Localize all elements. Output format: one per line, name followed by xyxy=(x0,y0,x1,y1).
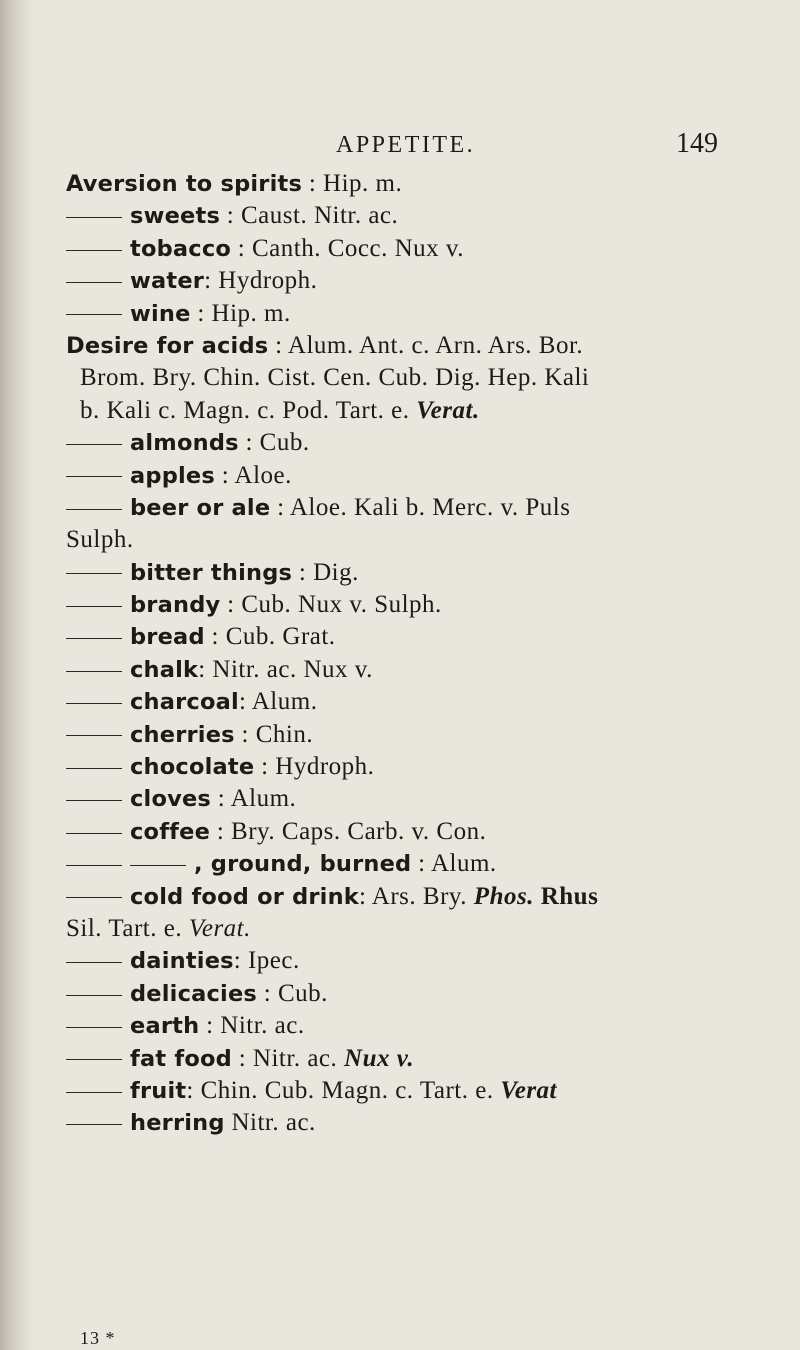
page-number: 149 xyxy=(676,128,718,159)
index-subentry: delicacies : Cub. xyxy=(66,978,766,1010)
index-subentry: fruit: Chin. Cub. Magn. c. Tart. e. Verat xyxy=(66,1075,766,1107)
index-subentry: dainties: Ipec. xyxy=(66,945,766,977)
index-subentry: water: Hydroph. xyxy=(66,265,766,297)
index-subentry: charcoal: Alum. xyxy=(66,686,766,718)
index-subentry: apples : Aloe. xyxy=(66,460,766,492)
index-subentry: cloves : Alum. xyxy=(66,783,766,815)
index-subentry: cold food or drink: Ars. Bry. Phos. Rhus xyxy=(66,881,766,913)
index-subentry: sweets : Caust. Nitr. ac. xyxy=(66,200,766,232)
index-subentry: fat food : Nitr. ac. Nux v. xyxy=(66,1043,766,1075)
index-subentry: coffee : Bry. Caps. Carb. v. Con. xyxy=(66,816,766,848)
index-entry: Desire for acids : Alum. Ant. c. Arn. Ars. Bor. xyxy=(66,331,584,359)
index-subentry: brandy : Cub. Nux v. Sulph. xyxy=(66,589,766,621)
index-continuation: Sil. Tart. e. Verat. xyxy=(66,914,251,942)
index-subentry: cherries : Chin. xyxy=(66,719,766,751)
index-entries xyxy=(66,168,766,1140)
index-continuation: b. Kali c. Magn. c. Pod. Tart. e. Verat. xyxy=(80,396,480,424)
index-subentry: earth : Nitr. ac. xyxy=(66,1010,766,1042)
index-subsubentry: , ground, burned : Alum. xyxy=(66,848,766,880)
index-continuation: Sulph. xyxy=(66,526,134,554)
running-title: APPETITE. xyxy=(336,132,476,158)
index-subentry: bitter things : Dig. xyxy=(66,557,766,589)
index-subentry: herring Nitr. ac. xyxy=(66,1107,766,1139)
index-subentry: beer or ale : Aloe. Kali b. Merc. v. Puls xyxy=(66,492,766,524)
index-subentry: chocolate : Hydroph. xyxy=(66,751,766,783)
index-subentry: wine : Hip. m. xyxy=(66,298,766,330)
index-entry: Aversion to spirits : Hip. m. xyxy=(66,170,403,197)
index-subentry: bread : Cub. Grat. xyxy=(66,621,766,653)
page-edge-shadow xyxy=(0,0,34,1350)
signature-mark: 13 * xyxy=(80,1328,116,1348)
index-continuation: Brom. Bry. Chin. Cist. Cen. Cub. Dig. Hep. Kali xyxy=(80,364,590,392)
index-subentry: tobacco : Canth. Cocc. Nux v. xyxy=(66,233,766,265)
page-header xyxy=(0,128,800,172)
index-subentry: chalk: Nitr. ac. Nux v. xyxy=(66,654,766,686)
index-subentry: almonds : Cub. xyxy=(66,427,766,459)
